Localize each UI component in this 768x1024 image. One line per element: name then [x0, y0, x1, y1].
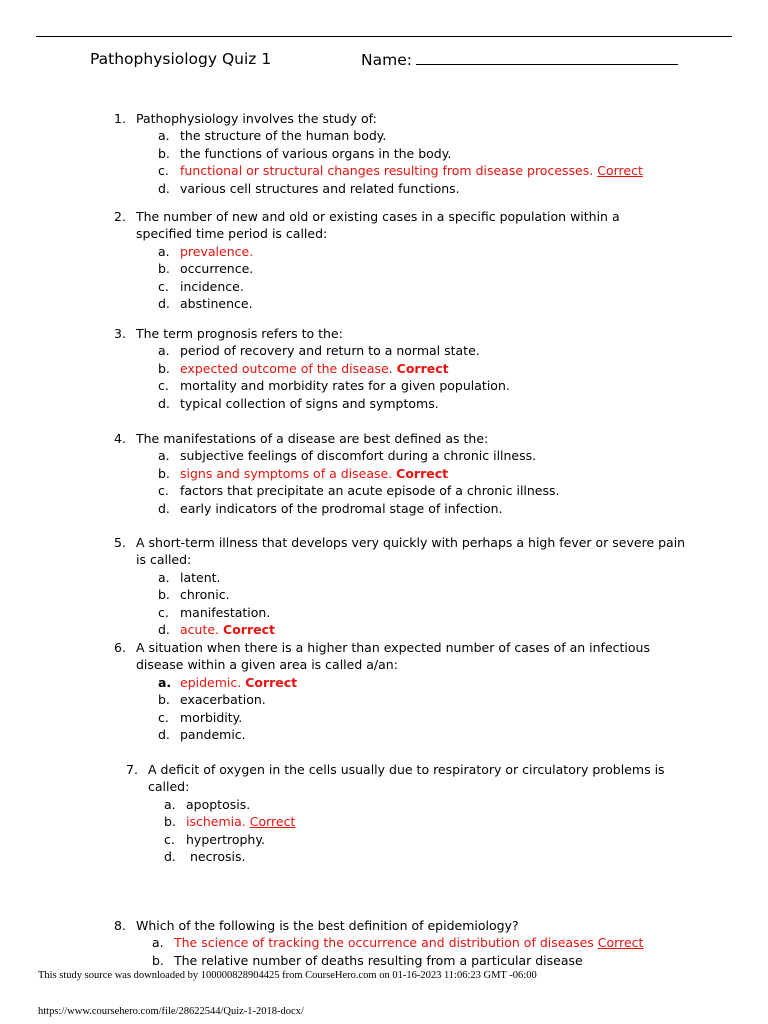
option-text: the structure of the human body. [180, 128, 387, 144]
option-text: epidemic. [180, 674, 242, 690]
question-number: 7. [126, 762, 138, 777]
option-text: latent. [180, 569, 221, 585]
option-text: apoptosis. [186, 796, 251, 812]
question-text: The number of new and old or existing cases in a specific population within a specified time period is called: [136, 209, 620, 242]
option-letter: d. [158, 180, 170, 196]
option-letter: d. [158, 395, 170, 411]
option-a [158, 342, 676, 359]
option-letter: b. [152, 952, 164, 968]
option-b [158, 145, 676, 162]
option-list [158, 127, 676, 197]
question-8 [114, 917, 676, 969]
option-list [158, 569, 696, 639]
option-b [158, 691, 696, 708]
option-letter: d. [158, 727, 170, 743]
option-b-correct [158, 465, 676, 482]
option-list [152, 934, 676, 969]
question-text: Pathophysiology involves the study of: [136, 111, 377, 126]
option-b [158, 260, 656, 277]
option-letter: b. [158, 261, 170, 277]
option-d [158, 726, 696, 743]
option-letter: c. [158, 278, 169, 294]
option-letter: a. [158, 128, 170, 144]
option-letter: c. [158, 604, 169, 620]
option-text: hypertrophy. [186, 831, 265, 847]
option-letter: a. [152, 935, 164, 951]
question-text: Which of the following is the best definition of epidemiology? [136, 918, 519, 933]
name-label: Name: [361, 51, 412, 69]
option-text: manifestation. [180, 604, 271, 620]
option-b-correct [158, 360, 676, 377]
option-text: functional or structural changes resulting from disease processes. [180, 163, 594, 179]
option-list [158, 342, 676, 412]
correct-label: Correct [396, 465, 449, 481]
option-d-correct [158, 621, 696, 638]
option-c-correct [158, 162, 676, 179]
option-letter: b. [158, 465, 170, 481]
option-text: early indicators of the prodromal stage of infection. [180, 500, 503, 516]
quiz-title: Pathophysiology Quiz 1 [90, 50, 272, 68]
name-blank-line [416, 50, 678, 65]
correct-label: Correct [597, 935, 644, 951]
top-rule [36, 36, 732, 37]
option-text: chronic. [180, 587, 230, 603]
option-list [164, 796, 688, 866]
option-text: incidence. [180, 278, 244, 294]
option-text: mortality and morbidity rates for a given population. [180, 378, 510, 394]
question-number: 5. [114, 535, 126, 550]
option-letter: d. [158, 500, 170, 516]
option-c [158, 709, 696, 726]
option-text: acute. [180, 622, 220, 638]
option-text: abstinence. [180, 296, 253, 312]
option-letter: c. [158, 709, 169, 725]
option-text: ischemia. [186, 814, 246, 830]
option-letter: b. [164, 814, 176, 830]
option-text: pandemic. [180, 727, 246, 743]
question-text: A short-term illness that develops very quickly with perhaps a high fever or severe pain is called: [136, 535, 686, 568]
option-c [158, 377, 676, 394]
option-text: necrosis. [186, 849, 246, 865]
option-letter: c. [164, 831, 175, 847]
question-text: A deficit of oxygen in the cells usually due to respiratory or circulatory problems is called: [148, 762, 665, 795]
option-c [158, 482, 676, 499]
option-letter: c. [158, 483, 169, 499]
option-text: exacerbation. [180, 692, 266, 708]
option-a-correct [152, 934, 676, 951]
correct-label: Correct [597, 163, 643, 179]
option-letter: a. [158, 243, 170, 259]
option-text: period of recovery and return to a normal state. [180, 343, 480, 359]
option-list [158, 674, 696, 744]
option-d [158, 295, 656, 312]
question-text: The term prognosis refers to the: [136, 326, 343, 341]
question-4 [114, 430, 676, 517]
option-letter: d. [164, 849, 176, 865]
question-1 [114, 110, 676, 197]
option-text: factors that precipitate an acute episode of a chronic illness. [180, 483, 560, 499]
correct-label: Correct [396, 360, 449, 376]
question-text: A situation when there is a higher than expected number of cases of an infectious disease within a given area is called a/an: [136, 640, 650, 673]
option-a [158, 127, 676, 144]
question-3 [114, 325, 676, 412]
option-text: prevalence. [180, 243, 254, 259]
option-d [158, 500, 676, 517]
option-letter: c. [158, 163, 169, 179]
option-a-correct [158, 243, 656, 260]
option-letter: b. [158, 587, 170, 603]
option-list [158, 447, 676, 517]
option-text: typical collection of signs and symptoms. [180, 395, 439, 411]
correct-label: Correct [245, 674, 298, 690]
correct-label: Correct [249, 814, 296, 830]
question-7 [126, 761, 688, 865]
option-c [158, 278, 656, 295]
question-5 [114, 534, 696, 638]
option-text: subjective feelings of discomfort during a chronic illness. [180, 448, 537, 464]
option-text: morbidity. [180, 709, 243, 725]
option-letter: a. [158, 569, 170, 585]
option-letter: c. [158, 378, 169, 394]
question-number: 1. [114, 111, 126, 126]
option-d [164, 848, 688, 865]
option-a [164, 796, 688, 813]
option-letter: a. [158, 448, 170, 464]
option-letter: b. [158, 360, 170, 376]
option-text: The science of tracking the occurrence and distribution of diseases [174, 935, 594, 951]
question-number: 8. [114, 918, 126, 933]
option-a-correct [158, 674, 696, 691]
download-notice: This study source was downloaded by 100000828904425 from CourseHero.com on 01-16-2023 11:06:23 GMT -06:00 [38, 970, 537, 981]
option-letter: a. [158, 343, 170, 359]
question-number: 4. [114, 431, 126, 446]
question-number: 3. [114, 326, 126, 341]
source-url[interactable]: https://www.coursehero.com/file/28622544/Quiz-1-2018-docx/ [38, 1006, 304, 1017]
option-letter: d. [158, 622, 170, 638]
option-letter: a. [158, 674, 172, 690]
option-text: various cell structures and related functions. [180, 180, 460, 196]
option-text: the functions of various organs in the body. [180, 145, 452, 161]
option-b [158, 586, 696, 603]
option-list [158, 243, 656, 313]
option-c [164, 831, 688, 848]
option-letter: b. [158, 145, 170, 161]
option-c [158, 604, 696, 621]
option-a [158, 569, 696, 586]
name-field [361, 50, 678, 69]
question-2 [114, 208, 656, 312]
option-letter: d. [158, 296, 170, 312]
question-number: 2. [114, 209, 126, 224]
correct-label: Correct [223, 622, 275, 638]
option-text: occurrence. [180, 261, 254, 277]
option-letter: a. [164, 796, 176, 812]
question-text: The manifestations of a disease are best defined as the: [136, 431, 489, 446]
option-d [158, 180, 676, 197]
question-number: 6. [114, 640, 126, 655]
option-text: signs and symptoms of a disease. [180, 465, 393, 481]
option-letter: b. [158, 692, 170, 708]
option-a [158, 447, 676, 464]
question-6 [114, 639, 696, 743]
option-b-correct [164, 813, 688, 830]
option-text: The relative number of deaths resulting from a particular disease [174, 952, 583, 968]
option-text: expected outcome of the disease. [180, 360, 393, 376]
option-d [158, 395, 676, 412]
option-b [152, 952, 676, 969]
